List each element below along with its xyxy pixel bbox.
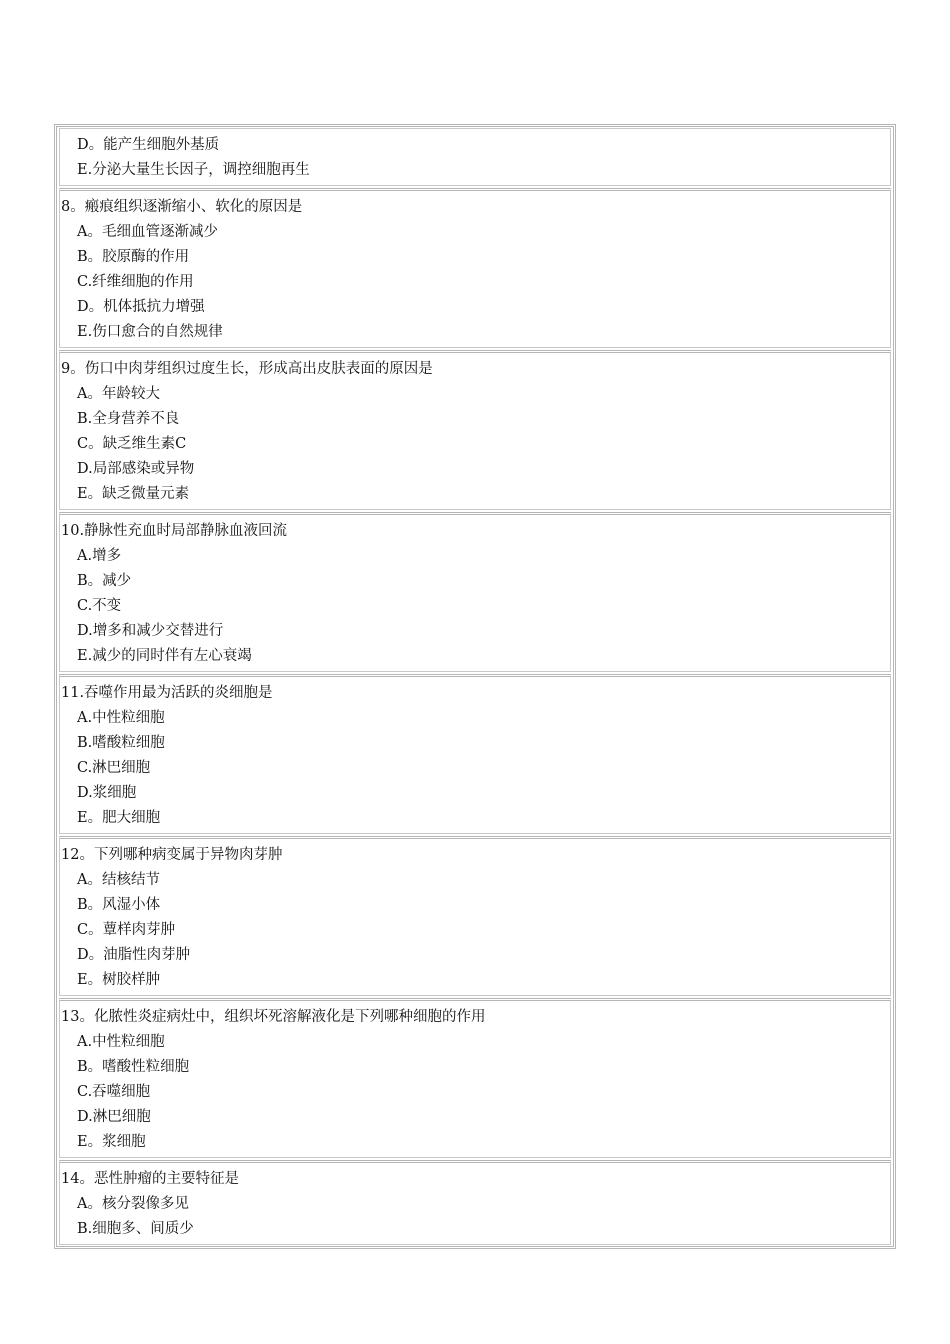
question-11-text: 11.吞噬作用最为活跃的炎细胞是	[61, 685, 273, 701]
question-list	[54, 124, 896, 1249]
option-8-b: B。胶原酶的作用	[77, 249, 190, 265]
question-block-14	[59, 1160, 891, 1245]
option-7-d: D。能产生细胞外基质	[77, 137, 220, 153]
option-11-e: E。肥大细胞	[77, 810, 161, 826]
question-13-text: 13。化脓性炎症病灶中，组织坏死溶解液化是下列哪种细胞的作用	[61, 1009, 486, 1025]
question-block-12	[59, 836, 891, 996]
option-11-c: C.淋巴细胞	[77, 760, 151, 776]
question-12-text: 12。下列哪种病变属于异物肉芽肿	[61, 847, 283, 863]
option-10-b: B。减少	[77, 573, 132, 589]
question-block-9	[59, 350, 891, 510]
option-8-c: C.纤维细胞的作用	[77, 274, 194, 290]
option-9-a: A。年龄较大	[77, 386, 160, 402]
question-block-13	[59, 998, 891, 1158]
question-10-text: 10.静脉性充血时局部静脉血液回流	[61, 523, 288, 539]
question-14-text: 14。恶性肿瘤的主要特征是	[61, 1171, 239, 1187]
option-10-a: A.增多	[77, 548, 122, 564]
option-8-d: D。机体抵抗力增强	[77, 299, 205, 315]
option-8-e: E.伤口愈合的自然规律	[77, 324, 223, 340]
option-11-d: D.浆细胞	[77, 785, 137, 801]
option-13-b: B。嗜酸性粒细胞	[77, 1059, 190, 1075]
option-13-a: A.中性粒细胞	[77, 1034, 165, 1050]
option-10-e: E.减少的同时伴有左心衰竭	[77, 648, 252, 664]
option-7-e: E.分泌大量生长因子，调控细胞再生	[77, 162, 310, 178]
option-13-e: E。浆细胞	[77, 1134, 146, 1150]
option-9-e: E。缺乏微量元素	[77, 486, 190, 502]
option-12-a: A。结核结节	[77, 872, 160, 888]
option-12-d: D。油脂性肉芽肿	[77, 947, 191, 963]
option-12-b: B。风湿小体	[77, 897, 161, 913]
question-block-8	[59, 188, 891, 348]
option-9-d: D.局部感染或异物	[77, 461, 195, 477]
option-10-d: D.增多和减少交替进行	[77, 623, 224, 639]
question-block-11	[59, 674, 891, 834]
option-10-c: C.不变	[77, 598, 122, 614]
option-13-d: D.淋巴细胞	[77, 1109, 151, 1125]
question-block-10	[59, 512, 891, 672]
option-8-a: A。毛细血管逐渐减少	[77, 224, 218, 240]
question-8-text: 8。瘢痕组织逐渐缩小、软化的原因是	[61, 199, 303, 215]
option-13-c: C.吞噬细胞	[77, 1084, 151, 1100]
option-9-b: B.全身营养不良	[77, 411, 180, 427]
option-11-a: A.中性粒细胞	[77, 710, 165, 726]
question-9-text: 9。伤口中肉芽组织过度生长，形成高出皮肤表面的原因是	[61, 361, 433, 377]
option-11-b: B.嗜酸粒细胞	[77, 735, 165, 751]
option-12-c: C。蕈样肉芽肿	[77, 922, 176, 938]
option-14-b: B.细胞多、间质少	[77, 1221, 194, 1237]
question-block-7	[59, 128, 891, 186]
option-14-a: A。核分裂像多见	[77, 1196, 189, 1212]
option-12-e: E。树胶样肿	[77, 972, 161, 988]
option-9-c: C。缺乏维生素C	[77, 436, 187, 452]
